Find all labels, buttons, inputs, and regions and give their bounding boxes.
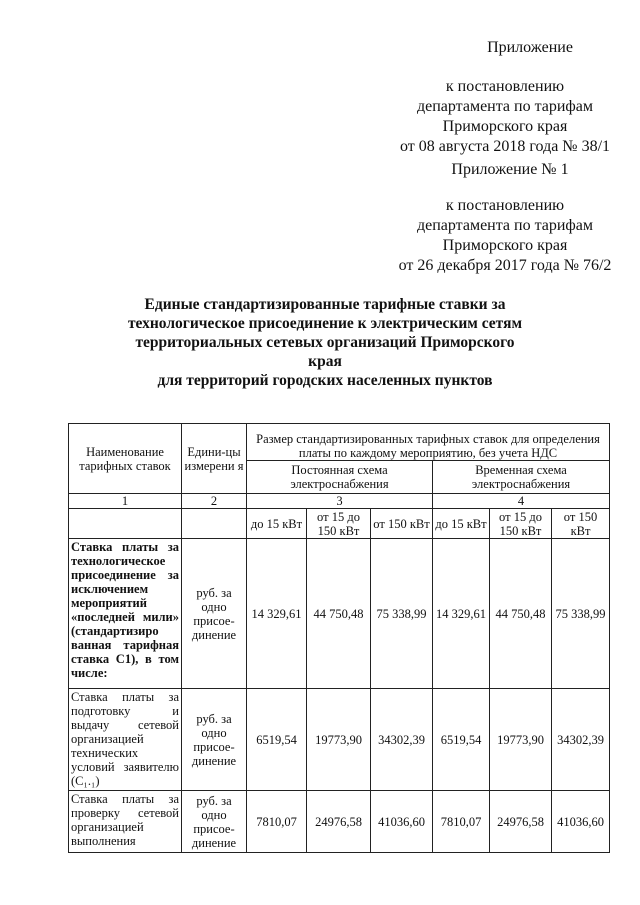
decree-line: к постановлению — [445, 197, 565, 214]
header-temporary-scheme: Временная схема электроснабжения — [433, 461, 610, 494]
power-range-header: от 150 кВт — [371, 509, 433, 539]
row-value: 7810,07 — [247, 791, 307, 853]
document-title — [120, 295, 530, 390]
table-row — [69, 539, 610, 689]
row-name: Ставка платы за подготовку и выдачу сетевой организацией технических условий заявителю (C₁.₁) — [69, 689, 182, 791]
row-value: 24976,58 — [307, 791, 371, 853]
header-size: Размер стандартизированных тарифных ставок для определения платы по каждому мероприятию, без учета НДС — [247, 424, 610, 461]
header-unit: Едини-цы измерени я — [182, 424, 247, 494]
decree-reference-2 — [375, 196, 635, 276]
row-value: 14 329,61 — [247, 539, 307, 689]
decree-line: к постановлению — [445, 78, 565, 95]
column-number: 3 — [247, 494, 433, 509]
row-value: 34302,39 — [552, 689, 610, 791]
row-value: 75 338,99 — [371, 539, 433, 689]
row-value: 34302,39 — [371, 689, 433, 791]
row-value: 24976,58 — [490, 791, 552, 853]
row-value: 44 750,48 — [490, 539, 552, 689]
title-line: технологическое присоединение к электрическим сетям — [127, 315, 523, 332]
row-value: 14 329,61 — [433, 539, 490, 689]
row-value: 19773,90 — [490, 689, 552, 791]
header-permanent-scheme: Постоянная схема электроснабжения — [247, 461, 433, 494]
table-row — [69, 791, 610, 853]
power-range-header: до 15 кВт — [433, 509, 490, 539]
row-value: 7810,07 — [433, 791, 490, 853]
decree-reference-1 — [375, 77, 635, 157]
power-range-header: от 150 кВт — [552, 509, 610, 539]
row-value: 44 750,48 — [307, 539, 371, 689]
row-value: 41036,60 — [371, 791, 433, 853]
row-unit: руб. за одно присое-динение — [182, 791, 247, 853]
empty-cell — [69, 509, 182, 539]
row-value: 75 338,99 — [552, 539, 610, 689]
decree-line: от 08 августа 2018 года № 38/1 — [399, 138, 611, 155]
appendix-label: Приложение — [487, 39, 573, 56]
row-value: 6519,54 — [247, 689, 307, 791]
decree-line: Приморского края — [442, 118, 568, 135]
table-row — [69, 689, 610, 791]
column-number: 4 — [433, 494, 610, 509]
decree-line: департамента по тарифам — [416, 98, 594, 115]
row-name: Ставка платы за проверку сетевой организацией выполнения — [69, 791, 182, 853]
title-line: для территорий городских населенных пунктов — [157, 372, 493, 389]
header-name: Наименование тарифных ставок — [69, 424, 182, 494]
empty-cell — [182, 509, 247, 539]
column-number: 2 — [182, 494, 247, 509]
tariff-table — [68, 423, 610, 853]
decree-line: департамента по тарифам — [416, 217, 594, 234]
decree-line: от 26 декабря 2017 года № 76/2 — [398, 257, 612, 274]
title-line: территориальных сетевых организаций Приморского края — [135, 334, 515, 370]
row-value: 41036,60 — [552, 791, 610, 853]
row-value: 6519,54 — [433, 689, 490, 791]
power-range-header: от 15 до 150 кВт — [490, 509, 552, 539]
appendix-number-label: Приложение № 1 — [451, 161, 569, 178]
row-unit: руб. за одно присое-динение — [182, 539, 247, 689]
decree-line: Приморского края — [442, 237, 568, 254]
title-line: Единые стандартизированные тарифные ставки за — [144, 296, 506, 313]
row-name: Ставка платы за технологическое присоединение за исключением мероприятий «последней мили» (стандартизиро ванная тарифная ставка С1), в том числе: — [69, 539, 182, 689]
power-range-header: от 15 до 150 кВт — [307, 509, 371, 539]
row-value: 19773,90 — [307, 689, 371, 791]
power-range-header: до 15 кВт — [247, 509, 307, 539]
column-number: 1 — [69, 494, 182, 509]
row-unit: руб. за одно присое-динение — [182, 689, 247, 791]
